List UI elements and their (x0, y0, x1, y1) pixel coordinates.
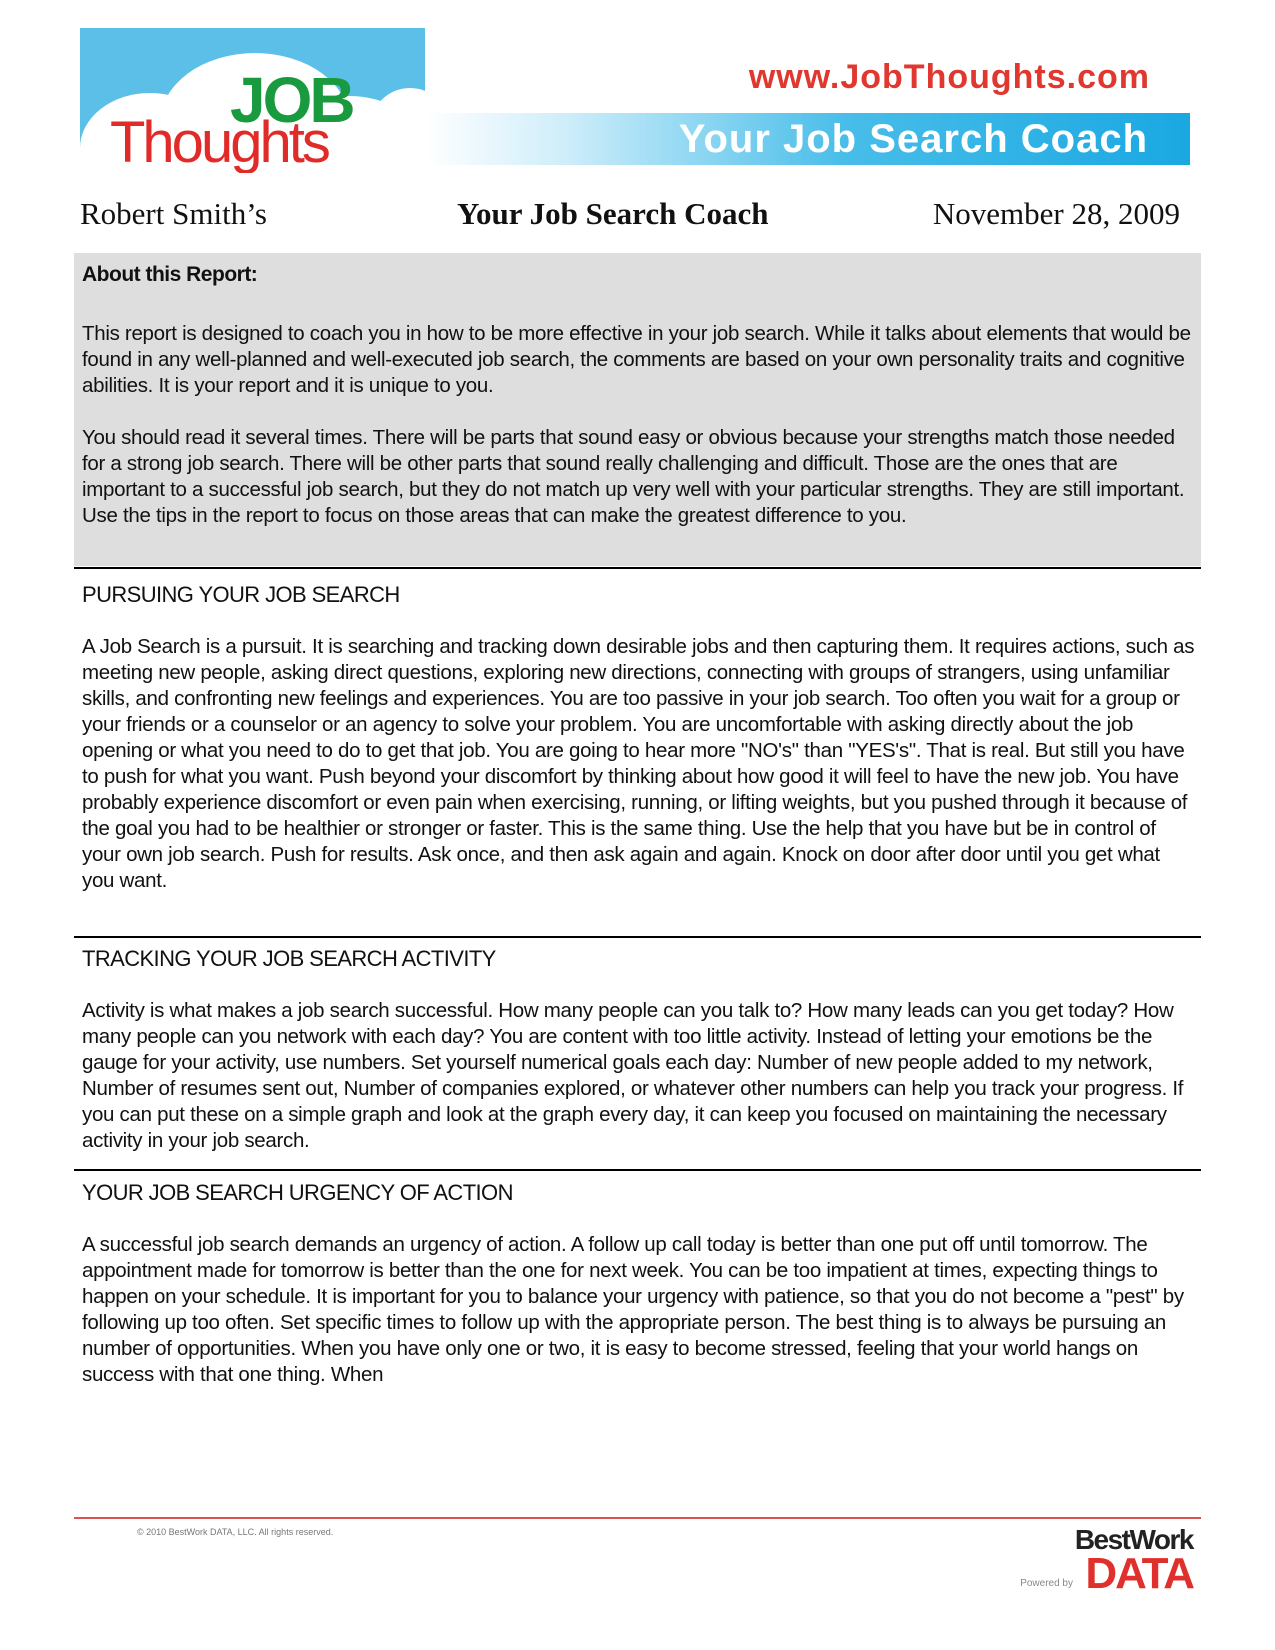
copyright-notice: © 2010 BestWork DATA, LLC. All rights reserved. (137, 1527, 334, 1537)
banner-tagline: Your Job Search Coach (678, 117, 1148, 161)
brand-data: DATA (1085, 1549, 1193, 1598)
section-title: PURSUING YOUR JOB SEARCH (82, 582, 400, 607)
section-title: TRACKING YOUR JOB SEARCH ACTIVITY (82, 946, 496, 971)
report-title: Your Job Search Coach (457, 196, 769, 231)
about-paragraph: This report is designed to coach you in how to be more effective in your job search. While it talks about elements that would be found in any well-planned and well-executed job search, the comments are based on your own personality traits and cognitive abilities. It is your report and it is unique to you. (82, 322, 1191, 397)
section-body: A successful job search demands an urgency of action. A follow up call today is better than one put off until tomorrow. The appointment made for tomorrow is better than the one for next week. You can be too impatient at times, expecting things to happen on your schedule. It is important for you to balance your urgency with patience, so that you do not become a "pest" by following up too often. Set specific times to follow up with the appropriate person. The best thing is to always be pursuing an number of opportunities. When you have only one or two, it is easy to become stressed, feeling that your world hangs on success with that one thing. When (82, 1233, 1184, 1386)
recipient-name: Robert Smith’s (80, 196, 267, 231)
about-report-box (74, 253, 1201, 566)
about-heading: About this Report: (82, 263, 258, 286)
section-divider (74, 1169, 1201, 1171)
section-body: Activity is what makes a job search successful. How many people can you talk to? How many leads can you get today? How many people can you network with each day? You are content with too little activity. Instead of letting your emotions be the gauge for your activity, use numbers. Set yourself numerical goals each day: Number of new people added to my network, Number of resumes sent out, Number of companies explored, or whatever other numbers can help you track your progress. If you can put these on a simple graph and look at the graph every day, it can keep you focused on maintaining the necessary activity in your job search. (82, 999, 1184, 1152)
footer-divider (74, 1517, 1201, 1519)
brand-powered-by: Powered by (1020, 1578, 1073, 1589)
section-tracking (82, 946, 1197, 1154)
section-divider (74, 936, 1201, 938)
section-body: A Job Search is a pursuit. It is searching and tracking down desirable jobs and then capturing them. It requires actions, such as meeting new people, asking direct questions, exploring new directions, connecting with groups of strangers, using unfamiliar skills, and confronting new feelings and experiences. You are too passive in your job search. Too often you wait for a group or your friends or a counselor or an agency to solve your problem. You are uncomfortable with asking directly about the job opening or what you need to do to get that job. You are going to hear more "NO's" than "YES's". That is real. But still you have to push for what you want. Push beyond your discomfort by thinking about how good it will feel to have the new job. You have probably experience discomfort or even pain when exercising, running, or lifting weights, but you pushed through it because of the goal you had to be healthier or stronger or faster. This is the same thing. Use the help that you have but be in control of your own job search. Push for results. Ask once, and then ask again and again. Knock on door after door until you get what you want. (82, 635, 1195, 892)
section-divider (74, 567, 1201, 569)
about-paragraph: You should read it several times. There will be parts that sound easy or obvious because your strengths match those needed for a strong job search. There will be other parts that sound really challenging and difficult. Those are the ones that are important to a successful job search, but they do not match up very well with your particular strengths. They are still important. Use the tips in the report to focus on those areas that can make the greatest difference to you. (82, 426, 1185, 527)
logo-word-thoughts: Thoughts (110, 110, 328, 173)
site-url[interactable]: www.JobThoughts.com (748, 58, 1150, 96)
report-date: November 28, 2009 (932, 196, 1180, 231)
bestwork-data-logo (1020, 1524, 1193, 1598)
logo-word-job: JOB (230, 64, 353, 136)
brand-bestwork: BestWork (1074, 1524, 1193, 1555)
section-urgency (82, 1180, 1197, 1388)
job-thoughts-logo (80, 28, 425, 173)
tagline-banner (425, 113, 1190, 165)
section-pursuing (82, 582, 1197, 894)
report-title-row (80, 196, 1180, 236)
section-title: YOUR JOB SEARCH URGENCY OF ACTION (82, 1180, 513, 1205)
